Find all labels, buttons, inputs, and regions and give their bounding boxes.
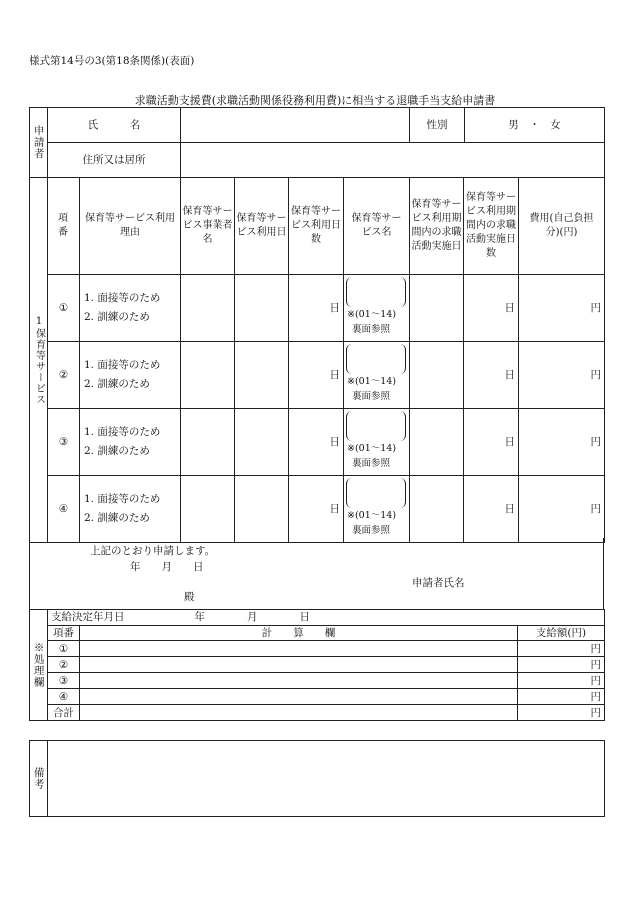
job-count-field[interactable]: 日 [464, 275, 519, 342]
processing-row [30, 705, 605, 721]
amount-field[interactable]: 円 [518, 689, 605, 705]
use-date-field[interactable] [235, 342, 289, 409]
header-use-date: 保育等サービス利用日 [235, 178, 289, 275]
item-number: ③ [48, 409, 80, 476]
header-provider: 保育等サービス事業者名 [181, 178, 235, 275]
header-service-name: 保育等サービス名 [344, 178, 410, 275]
processing-col-no: 項番 [48, 626, 80, 641]
declaration-box [29, 538, 604, 610]
processing-section-label: ※処理欄 [30, 610, 48, 721]
header-use-days: 保育等サービス利用日数 [289, 178, 344, 275]
cost-field[interactable]: 円 [519, 275, 605, 342]
item-number: ② [48, 342, 80, 409]
document-title: 求職活動支援費(求職活動関係役務利用費)に相当する退職手当支給申請書 [134, 94, 496, 107]
address-label: 住所又は居所 [48, 143, 181, 178]
job-count-field[interactable]: 日 [464, 409, 519, 476]
item-number: ① [48, 275, 80, 342]
address-field[interactable] [181, 143, 605, 178]
provider-field[interactable] [181, 342, 235, 409]
total-amount-field[interactable]: 円 [518, 705, 605, 721]
service-row [30, 275, 605, 342]
processing-item-number: ③ [48, 673, 80, 689]
item-number: ④ [48, 476, 80, 543]
gender-label: 性別 [410, 108, 465, 143]
service-name-field[interactable]: ※(01～14) 裏面参照 [344, 476, 410, 543]
service-name-field[interactable]: ※(01～14) 裏面参照 [344, 275, 410, 342]
reason-options[interactable]: 1. 面接等のため 2. 訓練のため [80, 476, 181, 543]
applicant-table [29, 107, 605, 178]
service-row [30, 342, 605, 409]
job-count-field[interactable]: 日 [464, 342, 519, 409]
processing-item-number: ① [48, 641, 80, 657]
processing-row [30, 641, 605, 657]
addressee: 殿 [184, 591, 195, 603]
job-days-field[interactable] [410, 342, 464, 409]
applicant-name-label: 申請者氏名 [412, 577, 465, 589]
header-job-count: 保育等サービス利用期間内の求職活動実施日数 [464, 178, 519, 275]
declaration-date[interactable]: 年 月 日 [130, 561, 204, 573]
form-number: 様式第14号の3(第18条関係)(表面) [29, 55, 195, 67]
use-days-field[interactable]: 日 [289, 275, 344, 342]
header-cost: 費用(自己負担分)(円) [519, 178, 605, 275]
processing-table [29, 609, 605, 721]
calc-field[interactable] [80, 705, 518, 721]
job-days-field[interactable] [410, 275, 464, 342]
calc-field[interactable] [80, 689, 518, 705]
name-label: 氏 名 [48, 108, 181, 143]
processing-item-number: ② [48, 657, 80, 673]
job-count-field[interactable]: 日 [464, 476, 519, 543]
service-row [30, 409, 605, 476]
use-date-field[interactable] [235, 275, 289, 342]
job-days-field[interactable] [410, 409, 464, 476]
service-table [29, 177, 605, 543]
amount-field[interactable]: 円 [518, 657, 605, 673]
provider-field[interactable] [181, 476, 235, 543]
decision-date-fields: 年 月 日 [194, 611, 310, 624]
reason-options[interactable]: 1. 面接等のため 2. 訓練のため [80, 342, 181, 409]
remarks-table [29, 740, 605, 817]
processing-row [30, 673, 605, 689]
cost-field[interactable]: 円 [519, 476, 605, 543]
decision-date-row[interactable] [48, 610, 605, 626]
applicant-section-label: 申請者 [30, 108, 48, 178]
service-name-field[interactable]: ※(01～14) 裏面参照 [344, 342, 410, 409]
remarks-label: 備考 [30, 741, 48, 817]
processing-row [30, 657, 605, 673]
use-days-field[interactable]: 日 [289, 342, 344, 409]
processing-item-number: ④ [48, 689, 80, 705]
amount-field[interactable]: 円 [518, 673, 605, 689]
processing-col-calc: 計 算 欄 [80, 626, 518, 641]
processing-total-label: 合計 [48, 705, 80, 721]
provider-field[interactable] [181, 409, 235, 476]
provider-field[interactable] [181, 275, 235, 342]
declaration-statement: 上記のとおり申請します。 [90, 545, 216, 557]
gender-options[interactable]: 男 ・ 女 [465, 108, 605, 143]
use-days-field[interactable]: 日 [289, 476, 344, 543]
header-job-days: 保育等サービス利用期間内の求職活動実施日 [410, 178, 464, 275]
reason-options[interactable]: 1. 面接等のため 2. 訓練のため [80, 275, 181, 342]
calc-field[interactable] [80, 657, 518, 673]
header-reason: 保育等サービス利用理由 [80, 178, 181, 275]
service-section-label: 1保育等サービス [30, 178, 48, 543]
amount-field[interactable]: 円 [518, 641, 605, 657]
calc-field[interactable] [80, 673, 518, 689]
decision-date-label: 支給決定年月日 [51, 611, 125, 624]
calc-field[interactable] [80, 641, 518, 657]
processing-col-amount: 支給額(円) [518, 626, 605, 641]
cost-field[interactable]: 円 [519, 409, 605, 476]
reason-options[interactable]: 1. 面接等のため 2. 訓練のため [80, 409, 181, 476]
processing-row [30, 689, 605, 705]
header-item-no: 項番 [48, 178, 80, 275]
service-row [30, 476, 605, 543]
cost-field[interactable]: 円 [519, 342, 605, 409]
remarks-field[interactable] [48, 741, 605, 817]
service-name-field[interactable]: ※(01～14) 裏面参照 [344, 409, 410, 476]
use-date-field[interactable] [235, 409, 289, 476]
use-days-field[interactable]: 日 [289, 409, 344, 476]
name-field[interactable] [181, 108, 410, 143]
job-days-field[interactable] [410, 476, 464, 543]
use-date-field[interactable] [235, 476, 289, 543]
